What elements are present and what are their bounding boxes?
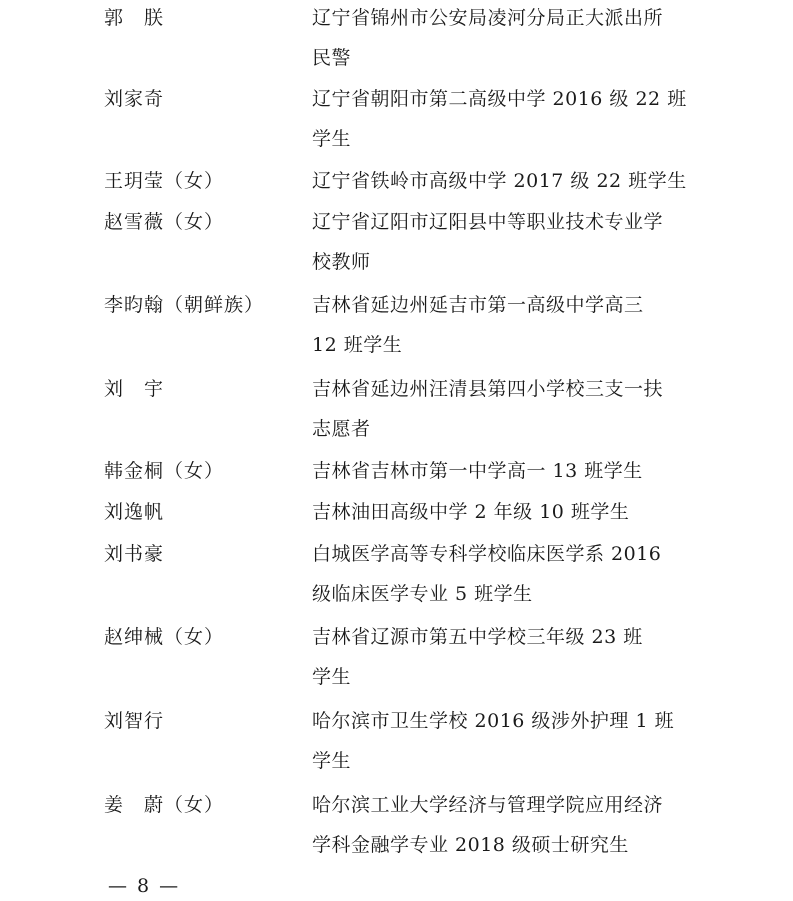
entry-description-line: 志愿者 [312,418,371,440]
entry-description [312,492,688,532]
entry-name: 刘书豪 [104,543,165,565]
entry-description-line: 学生 [312,128,352,150]
entry-description [312,161,688,201]
entry-description [312,617,688,697]
entry-name: 刘逸帆 [104,501,165,523]
entry-description-line: 吉林省延边州汪清县第四小学校三支一扶 [312,378,664,400]
entry-description [312,0,688,78]
entry-description-line: 白城医学高等专科学校临床医学系 2016 [312,543,662,565]
entry-description-line: 学生 [312,750,352,772]
entry-description-line: 辽宁省锦州市公安局凌河分局正大派出所 [312,7,664,29]
page-number: — 8 — [108,875,181,897]
entry-description [312,79,688,159]
entry-description [312,785,688,865]
entry-description-line: 辽宁省辽阳市辽阳县中等职业技术专业学 [312,211,664,233]
entry-description-line: 哈尔滨工业大学经济与管理学院应用经济 [312,794,664,816]
entry-name: 李昀翰（朝鲜族） [104,294,265,316]
entry-description [312,202,688,282]
entry-name: 王玥莹（女） [104,170,225,192]
entry-description-line: 学生 [312,666,352,688]
entry-name: 赵绅械（女） [104,626,225,648]
entry-description-line: 辽宁省朝阳市第二高级中学 2016 级 22 班 [312,88,687,110]
entry-description [312,534,688,614]
entry-description-line: 12 班学生 [312,334,403,356]
entry-name: 韩金桐（女） [104,460,225,482]
entry-description-line: 级临床医学专业 5 班学生 [312,583,533,605]
entry-description-line: 吉林省吉林市第一中学高一 13 班学生 [312,460,643,482]
entry-name: 赵雪薇（女） [104,211,225,233]
entry-name: 姜 蔚（女） [104,794,225,816]
entry-description-line: 吉林油田高级中学 2 年级 10 班学生 [312,501,630,523]
entry-description-line: 校教师 [312,251,371,273]
entry-description [312,451,688,491]
entry-description [312,701,688,781]
entry-name: 刘智行 [104,710,165,732]
entry-name: 刘家奇 [104,88,165,110]
entry-name: 郭 朕 [104,7,165,29]
entry-description [312,369,688,449]
entry-description-line: 学科金融学专业 2018 级硕士研究生 [312,834,629,856]
entry-description-line: 辽宁省铁岭市高级中学 2017 级 22 班学生 [312,170,687,192]
entry-name: 刘 宇 [104,378,165,400]
entry-description [312,285,688,365]
entry-description-line: 吉林省延边州延吉市第一高级中学高三 [312,294,644,316]
entry-description-line: 哈尔滨市卫生学校 2016 级涉外护理 1 班 [312,710,675,732]
entry-description-line: 吉林省辽源市第五中学校三年级 23 班 [312,626,643,648]
entry-description-line: 民警 [312,47,352,69]
